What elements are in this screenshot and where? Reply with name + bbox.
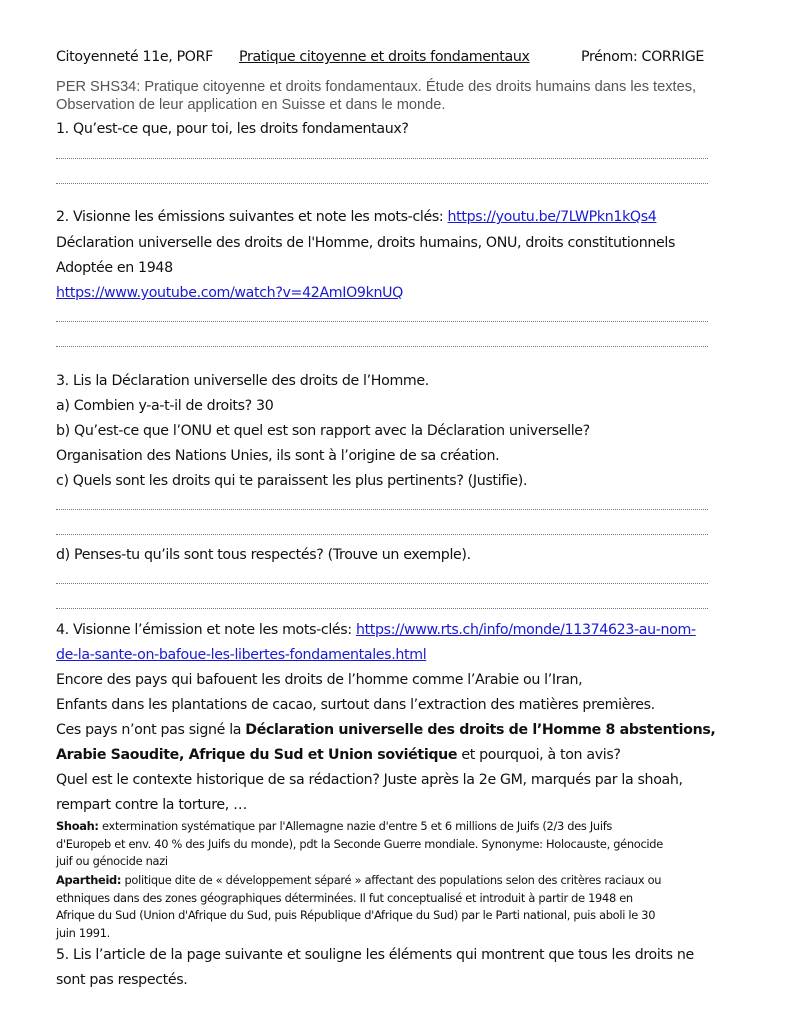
answer-3-bold: Déclaration universelle des droits de l’Homme 8 abstentions,	[245, 722, 716, 738]
glossary-term-shoah: Shoah:	[56, 819, 99, 833]
question-3b-answer: Organisation des Nations Unies, ils sont à l’origine de sa création.	[56, 448, 500, 464]
question-3c: c) Quels sont les droits qui te paraissent les plus pertinents? (Justifie).	[56, 473, 528, 489]
glossary-text: Afrique du Sud (Union d'Afrique du Sud, puis République d'Afrique du Sud) par le Parti national, puis aboli le 30	[56, 908, 656, 922]
question-3: 3. Lis la Déclaration universelle des droits de l’Homme.	[56, 373, 429, 389]
curriculum-line-2: Observation de leur application en Suisse et dans le monde.	[56, 97, 446, 113]
rts-article-link-continued[interactable]: de-la-sante-on-bafoue-les-libertes-fondamentales.html	[56, 647, 427, 663]
glossary-term-apartheid: Apartheid:	[56, 873, 122, 887]
question-5-line-2: sont pas respectés.	[56, 972, 188, 988]
glossary-text: juin 1991.	[56, 925, 110, 940]
curriculum-line-1: PER SHS34: Pratique citoyenne et droits fondamentaux. Étude des droits humains dans les textes,	[56, 79, 697, 95]
video-link-2[interactable]: https://www.youtube.com/watch?v=42AmIO9knUQ	[56, 285, 403, 301]
video-link-2-row	[56, 284, 403, 302]
answer-4-bold: Arabie Saoudite, Afrique du Sud et Union soviétique	[56, 747, 458, 763]
glossary-shoah	[56, 818, 736, 871]
answer-4-text: et pourquoi, à ton avis?	[457, 747, 621, 763]
question-2-answer-1: Déclaration universelle des droits de l'Homme, droits humains, ONU, droits constitutionnels	[56, 235, 676, 251]
course-label: Citoyenneté 11e, PORF	[56, 49, 213, 65]
question-3d: d) Penses-tu qu’ils sont tous respectés? (Trouve un exemple).	[56, 547, 471, 563]
glossary-apartheid	[56, 872, 736, 942]
glossary-text: extermination systématique par l'Allemagne nazie d'entre 5 et 6 millions de Juifs (2/3 des Juifs	[98, 819, 613, 833]
rts-article-link[interactable]: https://www.rts.ch/info/monde/11374623-au-nom-	[355, 622, 696, 638]
answer-line	[56, 346, 708, 347]
rts-link-row	[56, 646, 426, 664]
question-2-text: 2. Visionne les émissions suivantes et note les mots-clés:	[56, 209, 448, 225]
question-4-answer-4	[56, 746, 621, 764]
answer-line	[56, 183, 708, 184]
answer-line	[56, 509, 708, 510]
question-4-answer-3	[56, 721, 715, 739]
answer-line	[56, 608, 708, 609]
question-5-line-1: 5. Lis l’article de la page suivante et souligne les éléments qui montrent que tous les droits ne	[56, 947, 694, 963]
question-4-answer-6: rempart contre la torture, …	[56, 797, 247, 813]
answer-3-text: Ces pays n’ont pas signé la	[56, 722, 246, 738]
glossary-text: d'Europeb et env. 40 % des Juifs du monde), pdt la Seconde Guerre mondiale. Synonyme: Holocauste, génocide	[56, 836, 663, 851]
answer-line	[56, 158, 708, 159]
question-1: 1. Qu’est-ce que, pour toi, les droits fondamentaux?	[56, 121, 409, 137]
answer-line	[56, 534, 708, 535]
video-link-1[interactable]: https://youtu.be/7LWPkn1kQs4	[447, 209, 657, 225]
question-2	[56, 208, 656, 226]
question-4-text: 4. Visionne l’émission et note les mots-clés:	[56, 622, 356, 638]
curriculum-objective	[56, 78, 746, 114]
answer-line	[56, 321, 708, 322]
question-4-answer-1: Encore des pays qui bafouent les droits de l’homme comme l’Arabie ou l’Iran,	[56, 672, 583, 688]
answer-line	[56, 583, 708, 584]
glossary-text: juif ou génocide nazi	[56, 854, 168, 868]
question-3a: a) Combien y-a-t-il de droits? 30	[56, 398, 274, 414]
question-4	[56, 621, 696, 639]
glossary-text: ethniques dans des zones géographiques déterminées. Il fut conceptualisé et introduit à partir de 1948 en	[56, 890, 633, 905]
question-4-answer-2: Enfants dans les plantations de cacao, surtout dans l’extraction des matières premières.	[56, 697, 655, 713]
glossary-text: politique dite de « développement séparé » affectant des populations selon des critères raciaux ou	[121, 873, 662, 887]
question-2-answer-2: Adoptée en 1948	[56, 260, 173, 276]
worksheet-title: Pratique citoyenne et droits fondamentaux	[239, 49, 530, 65]
question-4-answer-5: Quel est le contexte historique de sa rédaction? Juste après la 2e GM, marqués par la shoah,	[56, 772, 683, 788]
question-3b: b) Qu’est-ce que l’ONU et quel est son rapport avec la Déclaration universelle?	[56, 423, 590, 439]
student-name: Prénom: CORRIGE	[581, 49, 705, 65]
